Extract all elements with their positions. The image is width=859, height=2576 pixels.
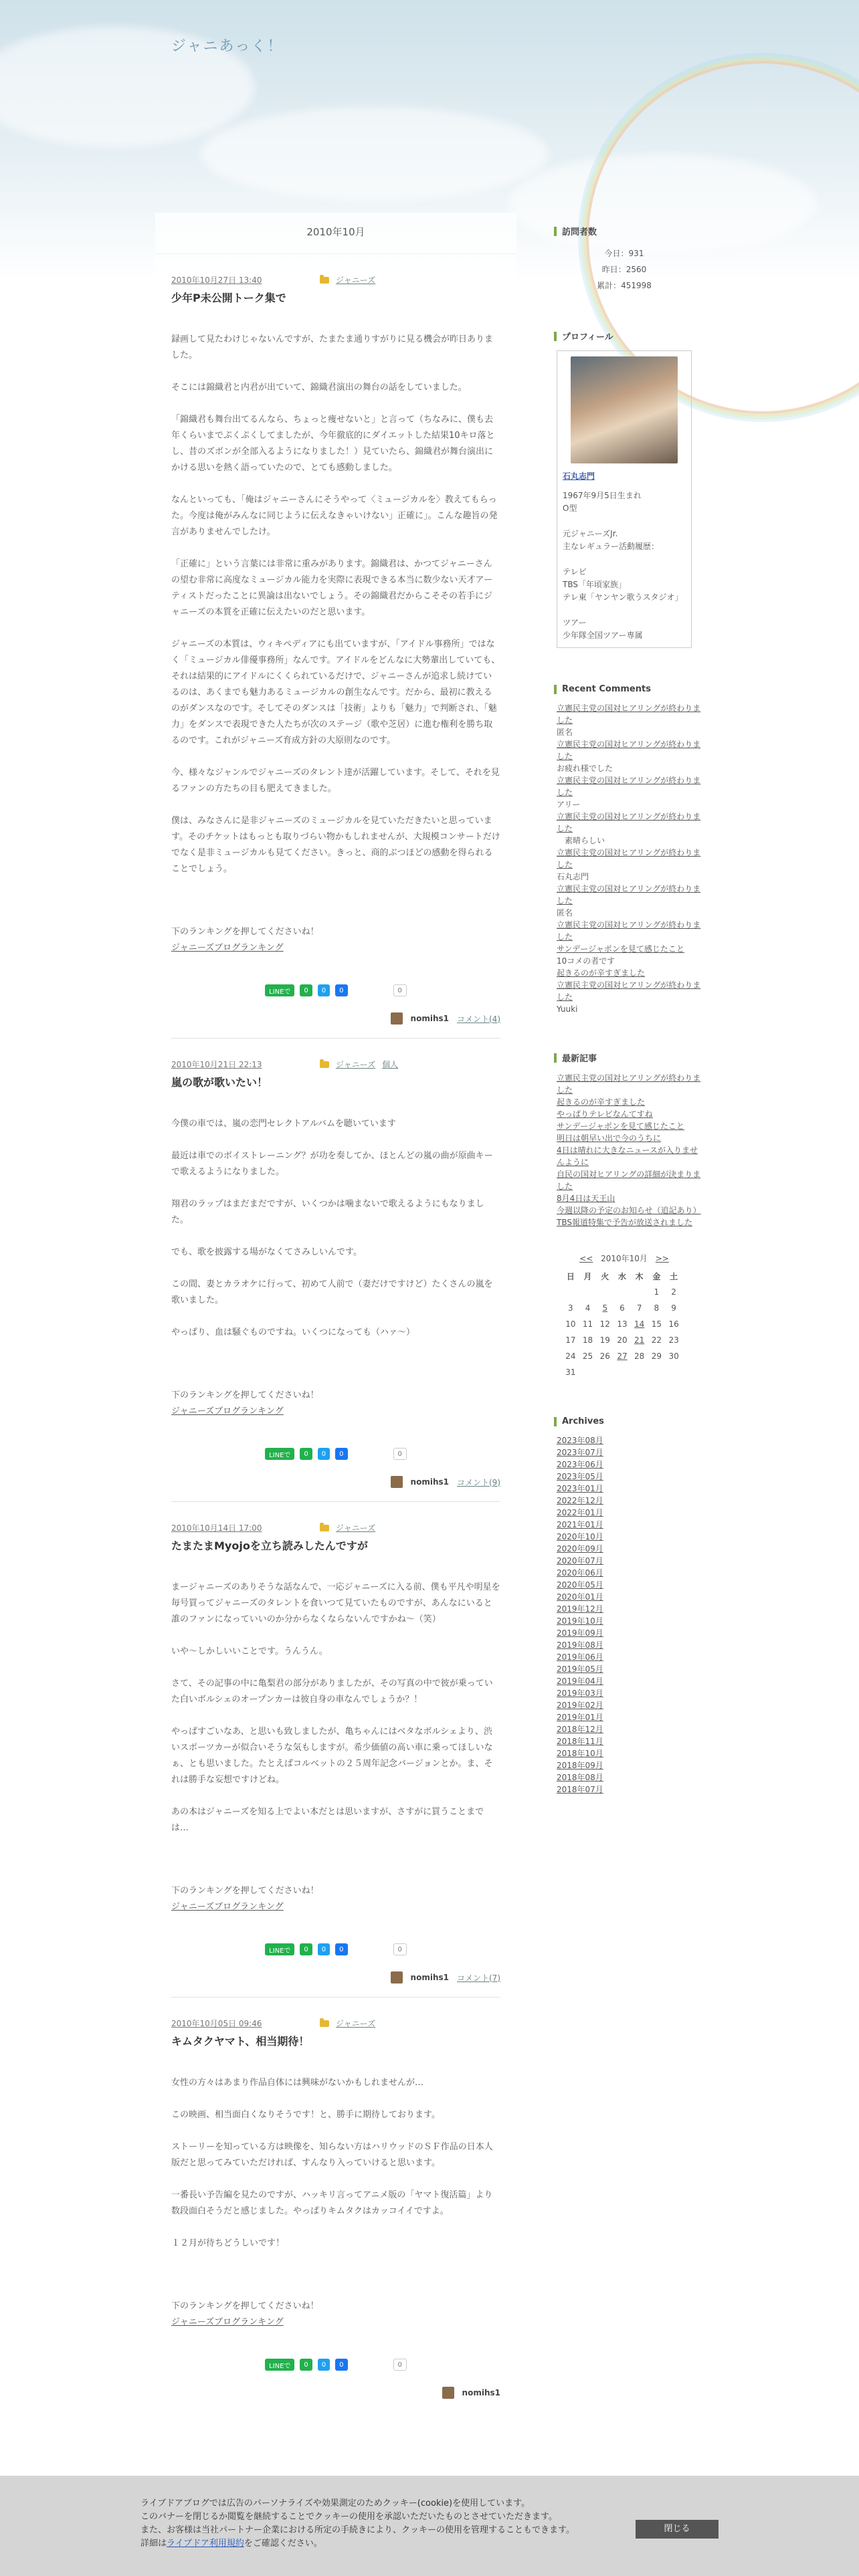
recent-comment-link[interactable]: 立憲民主党の国対ヒアリングが終わりました <box>557 920 701 942</box>
counter-yesterday: 昨日：2560 <box>601 265 647 274</box>
post-categories <box>320 1059 398 1070</box>
archive-link[interactable]: 2022年01月 <box>557 1508 603 1517</box>
facebook-share-button[interactable]: 0 <box>335 1943 347 1955</box>
post-paragraph: 僕は、みなさんに是非ジャニーズのミュージカルを見ていただきたいと思っています。そのチケットはもっとも取りづらい物かもしれませんが、大規模コンサートだけでなく是非ミュージカルも見てください。きっと、商的ぶつほどの感動を得られることでしょう。 <box>171 816 500 874</box>
calendar-week <box>562 1284 682 1300</box>
calendar-weekday: 水 <box>617 1271 626 1281</box>
archive-link[interactable]: 2023年07月 <box>557 1448 603 1457</box>
calendar-day: 22 <box>651 1335 662 1345</box>
widget-title: 訪問者数 <box>562 227 597 237</box>
calendar-day: 4 <box>585 1303 591 1313</box>
archive-link[interactable]: 2023年01月 <box>557 1484 603 1493</box>
line-count-button[interactable]: 0 <box>300 984 312 996</box>
archive-link[interactable]: 2019年12月 <box>557 1604 603 1614</box>
recent-comment-link[interactable]: 立憲民主党の国対ヒアリングが終わりました <box>557 740 701 761</box>
ranking-text: 下のランキングを押してくださいね！ <box>171 2301 319 2311</box>
category-link[interactable]: ジャニーズ <box>336 1060 376 1069</box>
post-date-link[interactable]: 2010年10月21日 22:13 <box>171 1060 262 1069</box>
calendar-day: 18 <box>582 1335 593 1345</box>
calendar-day: 23 <box>668 1335 679 1345</box>
post-body <box>171 2075 500 2252</box>
line-count-button[interactable]: 0 <box>300 1943 312 1955</box>
ranking-block <box>171 924 500 956</box>
post-body <box>171 332 500 877</box>
calendar-day: 10 <box>565 1319 576 1329</box>
widget-title: 最新記事 <box>562 1054 597 1064</box>
calendar-day: 15 <box>651 1319 662 1329</box>
post-list <box>155 254 516 2399</box>
category-link[interactable]: ジャニーズ <box>336 1523 376 1533</box>
post-footer <box>171 998 500 1025</box>
post-categories <box>320 2018 375 2029</box>
calendar-week <box>562 1300 682 1316</box>
ranking-text: 下のランキングを押してくださいね！ <box>171 1390 319 1400</box>
recent-posts-list <box>547 1072 701 1228</box>
post-footer <box>171 1957 500 1983</box>
calendar-day: 19 <box>599 1335 610 1345</box>
share-buttons <box>171 983 500 998</box>
line-share-button[interactable]: LINEで <box>265 984 294 996</box>
recent-post-link[interactable]: 8月4日は天王山 <box>557 1194 615 1203</box>
recent-comment-link[interactable]: サンデージャポンを見て感じたこと <box>557 944 684 954</box>
recent-post-link[interactable]: やっぱりテレビなんてすね <box>557 1109 653 1119</box>
line-count-button[interactable]: 0 <box>300 2359 312 2371</box>
post-paragraph: あの本はジャニーズを知る上でよい本だとは思いますが、さすがに買うことまでは… <box>171 1807 484 1833</box>
recent-comment-link[interactable]: 立憲民主党の国対ヒアリングが終わりました <box>557 980 701 1002</box>
bookmark-button[interactable]: 0 <box>393 1943 407 1955</box>
recent-post-link[interactable]: 立憲民主党の国対ヒアリングが終わりました <box>557 1073 701 1095</box>
calendar-day: 13 <box>617 1319 628 1329</box>
archive-link[interactable]: 2020年10月 <box>557 1532 603 1541</box>
calendar-day: 30 <box>668 1352 679 1361</box>
calendar-day <box>613 1364 631 1380</box>
archive-link[interactable]: 2019年04月 <box>557 1677 603 1686</box>
post-title[interactable]: 少年P未公開トーク集で <box>171 292 286 304</box>
main-column <box>155 213 516 2399</box>
archive-link[interactable]: 2019年09月 <box>557 1628 603 1638</box>
post-paragraph: やっぱり、血は騒ぐものですね。いくつになっても（ハァ〜） <box>171 1327 415 1337</box>
comments-link[interactable]: コメント(9) <box>457 1477 500 1487</box>
post-title[interactable]: 嵐の歌が歌いたい！ <box>171 1076 268 1089</box>
calendar-day: 28 <box>634 1352 645 1361</box>
recent-comment-author: 匿名 <box>557 728 573 737</box>
ranking-block <box>171 2298 500 2331</box>
calendar-table <box>562 1268 682 1380</box>
terms-link[interactable]: ライブドア利用規約 <box>167 2539 244 2549</box>
calendar-week <box>562 1348 682 1364</box>
archive-link[interactable]: 2020年05月 <box>557 1580 603 1590</box>
calendar-day: 3 <box>568 1303 573 1313</box>
recent-comment-author: 10コメの者です <box>557 956 615 966</box>
calendar-day: 17 <box>565 1335 576 1345</box>
calendar-weekday: 土 <box>670 1271 678 1281</box>
author-avatar-icon <box>391 1971 403 1983</box>
post-paragraph: そこには錦織君と内君が出ていて、錦織君演出の舞台の話をしていました。 <box>171 383 467 393</box>
calendar-day: 16 <box>668 1319 679 1329</box>
archive-link[interactable]: 2020年01月 <box>557 1592 603 1602</box>
cookie-line: また、お客様は当社パートナー企業における所定の手続きにより、クッキーの使用を管理することもできます。 <box>140 2525 575 2535</box>
archive-link[interactable]: 2019年06月 <box>557 1652 603 1662</box>
recent-comment-author: アリー <box>557 800 581 809</box>
post-paragraph: この映画、相当面白くなりそうです！と、勝手に期待しております。 <box>171 2110 440 2120</box>
cookie-line: このバナーを閉じるか閲覧を継続することでクッキーの使用を承認いただいたものとさせていただきます。 <box>140 2512 557 2522</box>
archives-widget <box>547 1404 701 1796</box>
post-paragraph: 女性の方々はあまり作品自体には興味がないかもしれませんが… <box>171 2078 424 2088</box>
author-avatar-icon <box>391 1476 403 1488</box>
post-author: nomihs1 <box>410 1014 449 1023</box>
category-link[interactable]: 個人 <box>382 1060 399 1069</box>
calendar-week <box>562 1332 682 1348</box>
calendar-day: 29 <box>651 1352 662 1361</box>
bookmark-button[interactable]: 0 <box>393 2359 407 2371</box>
recent-comment-link[interactable]: 立憲民主党の国対ヒアリングが終わりました <box>557 812 701 833</box>
bookmark-button[interactable]: 0 <box>393 1448 407 1460</box>
post-body <box>171 1580 500 1836</box>
calendar-weekday: 月 <box>583 1271 592 1281</box>
calendar-day: 25 <box>582 1352 593 1361</box>
profile-widget <box>547 318 701 648</box>
post-paragraph: まージャニーズのありそうな話なんで、一応ジャニーズに入る前、僕も平凡や明星を毎号買ってジャニーズのタレントを食いつて見ていたものですが、あんなにいると誰のファンになっていいのか分からなくならないんですかね〜（笑） <box>171 1582 500 1624</box>
recent-post-link[interactable]: 今週以降の予定のお知らせ（追記あり） <box>557 1206 701 1215</box>
archive-link[interactable]: 2023年05月 <box>557 1472 603 1481</box>
calendar-day[interactable]: 27 <box>617 1352 628 1361</box>
blog-post <box>155 1998 516 2399</box>
blog-post <box>155 1502 516 1998</box>
post-meta <box>171 1059 500 1070</box>
twitter-share-button[interactable]: 0 <box>318 1943 330 1955</box>
post-author: nomihs1 <box>410 1973 449 1982</box>
calendar-day[interactable]: 5 <box>602 1303 608 1313</box>
profile-box <box>557 350 692 648</box>
category-link[interactable]: ジャニーズ <box>336 276 376 285</box>
ranking-text: 下のランキングを押してくださいね！ <box>171 1886 319 1896</box>
calendar-week <box>562 1364 682 1380</box>
archive-link[interactable]: 2023年08月 <box>557 1436 603 1445</box>
facebook-share-button[interactable]: 0 <box>335 1448 347 1460</box>
calendar-day: 9 <box>671 1303 676 1313</box>
counter-widget <box>547 213 701 294</box>
calendar-day: 7 <box>636 1303 642 1313</box>
category-link[interactable]: ジャニーズ <box>336 2019 376 2028</box>
recent-post-link[interactable]: 起きるのが辛すぎました <box>557 1097 646 1107</box>
post-paragraph: 一番長い予告編を見たのですが、ハッキリ言ってアニメ版の「ヤマト復活篇」より数段面白そうだと感じました。やっぱりキムタクはカッコイイですよ。 <box>171 2190 493 2216</box>
archive-link[interactable]: 2018年11月 <box>557 1737 603 1746</box>
ranking-link[interactable]: ジャニーズブログランキング <box>171 943 284 953</box>
share-buttons <box>171 2357 500 2372</box>
profile-photo[interactable] <box>571 356 678 463</box>
calendar-day <box>596 1364 613 1380</box>
calendar-day: 6 <box>619 1303 625 1313</box>
line-share-button[interactable]: LINEで <box>265 2359 294 2371</box>
calendar-day[interactable]: 21 <box>634 1335 645 1345</box>
archives-list <box>547 1434 701 1796</box>
calendar-weekday: 日 <box>566 1271 575 1281</box>
calendar-week <box>562 1316 682 1332</box>
archive-link[interactable]: 2022年12月 <box>557 1496 603 1505</box>
cookie-line: ライブドアブログでは広告のパーソナライズや効果測定のためクッキー(cookie)を使用しています。 <box>140 2498 531 2508</box>
calendar-day <box>562 1284 579 1300</box>
calendar-day: 20 <box>617 1335 628 1345</box>
archive-link[interactable]: 2019年01月 <box>557 1713 603 1722</box>
cookie-line: をご確認ください。 <box>244 2539 322 2549</box>
recent-comment-author: Yuuki <box>557 1004 578 1014</box>
post-paragraph: この間、妻とカラオケに行って、初めて人前で（妻だけですけど）たくさんの嵐を歌いました。 <box>171 1279 493 1305</box>
calendar-day: 2 <box>671 1287 676 1297</box>
author-avatar-icon <box>391 1012 403 1025</box>
archive-link[interactable]: 2020年07月 <box>557 1556 603 1566</box>
twitter-share-button[interactable]: 0 <box>318 984 330 996</box>
ranking-block <box>171 1883 500 1915</box>
month-heading: 2010年10月 <box>155 213 516 254</box>
calendar-weekday: 火 <box>601 1271 609 1281</box>
post-categories <box>320 1522 375 1533</box>
recent-comment-link[interactable]: 起きるのが辛すぎました <box>557 968 646 978</box>
comments-link[interactable]: コメント(4) <box>457 1014 500 1024</box>
counter-today: 今日：931 <box>604 249 644 258</box>
post-paragraph: 「正確に」という言葉には非常に重みがあります。錦織君は、かつてジャニーさんの望む非常に高度なミュージカル能力を実際に表現できる本当に数少ない天才アーティストだったことに異論は出ないでしょう。その錦織君だからこそその若手にジャニーズの本質を正確に伝えたいのだと思います。 <box>171 559 493 617</box>
calendar-day <box>631 1284 648 1300</box>
recent-comment-link[interactable]: 立憲民主党の国対ヒアリングが終わりました <box>557 848 701 869</box>
calendar-day <box>596 1284 613 1300</box>
recent-comments-list <box>547 702 701 1015</box>
bookmark-button[interactable]: 0 <box>393 984 407 996</box>
post-author: nomihs1 <box>410 1477 449 1487</box>
archive-link[interactable]: 2018年09月 <box>557 1761 603 1770</box>
post-meta <box>171 1522 500 1533</box>
archive-link[interactable]: 2019年02月 <box>557 1701 603 1710</box>
post-author: nomihs1 <box>462 2388 500 2397</box>
facebook-share-button[interactable]: 0 <box>335 2359 347 2371</box>
post-paragraph: なんといっても、「俺はジャニーさんにそうやって〈ミュージカルを〉教えてもらった。今度は俺がみんなに同じように伝えなきゃいけない」正確に」。こんな趣旨の発言がありませんでしたけ。 <box>171 495 498 537</box>
widget-title: プロフィール <box>562 332 613 342</box>
post-paragraph: やっぱすごいなあ、と思いも致しましたが、亀ちゃんにはベタなボルシェより、渋いスポーツカーが似合いそうな気もしますが。希少価値の高い車に乗ってほしいなぁ、とも思いました。たとえばコルベットの２５周年記念バージョンとか。ま、それは勝手な妄想ですけどね。 <box>171 1727 493 1785</box>
archive-link[interactable]: 2019年08月 <box>557 1640 603 1650</box>
post-title[interactable]: たまたまMyojoを立ち読みしたんですが <box>171 1539 368 1552</box>
post-paragraph: 今、様々なジャンルでジャニーズのタレント達が活躍しています。そして、それを見るファンの方たちの目も肥えてきました。 <box>171 768 500 794</box>
counter-total: 累計：451998 <box>597 281 652 290</box>
calendar-day[interactable]: 14 <box>634 1319 645 1329</box>
post-paragraph: １２月が待ちどうしいです！ <box>171 2238 285 2248</box>
profile-name-link[interactable]: 石丸志門 <box>563 471 595 481</box>
calendar-day <box>579 1364 597 1380</box>
recent-post-link[interactable]: TBS報道特集で予告が放送されました <box>557 1218 692 1227</box>
calendar-day: 1 <box>654 1287 660 1297</box>
calendar-next-link[interactable]: >> <box>655 1254 669 1263</box>
folder-icon <box>320 2020 329 2027</box>
calendar-widget <box>547 1253 701 1380</box>
post-paragraph: 最近は車でのボイストレーニング？が功を奏してか、ほとんどの嵐の曲が原曲キーで歌えるようになりました。 <box>171 1151 493 1177</box>
widget-title: Archives <box>562 1416 604 1426</box>
calendar-day: 12 <box>599 1319 610 1329</box>
recent-posts-widget <box>547 1039 701 1228</box>
archive-link[interactable]: 2023年06月 <box>557 1460 603 1469</box>
recent-comment-author: 素晴らしい <box>557 836 605 845</box>
recent-comment-link[interactable]: 立憲民主党の国対ヒアリングが終わりました <box>557 884 701 905</box>
post-paragraph: ジャニーズの本質は、ウィキペディアにも出ていますが、「アイドル事務所」ではなく「ミュージカル俳優事務所」なんです。アイドルをどんなに大勢輩出していても、それは結果的にアイドルにくくられているだけで、ジャニーさんが追求し続けているのは、あくまでも魅力あるミュージカルの創生なんです。だから、最初に教えるのがダンスなのです。そしてそのダンスは「技術」よりも「魅力」で判断され、「魅力」をダンスで表現できた人たちが次のステージ（歌や芝居）に進む権利を勝ち取るのです。これがジャニーズ育成方針の大原則なのです。 <box>171 639 500 746</box>
recent-comment-author: 石丸志門 <box>557 872 589 881</box>
recent-post-link[interactable]: サンデージャポンを見て感じたこと <box>557 1121 684 1131</box>
recent-comment-link[interactable]: 立憲民主党の国対ヒアリングが終わりました <box>557 704 701 725</box>
site-title[interactable]: ジャニあっく！ <box>171 38 284 55</box>
share-buttons <box>171 1942 500 1957</box>
post-footer <box>171 2372 500 2399</box>
calendar-weekday: 木 <box>635 1271 644 1281</box>
archive-link[interactable]: 2019年05月 <box>557 1665 603 1674</box>
recent-post-link[interactable]: 明日は朝早い出で今のうちに <box>557 1134 662 1143</box>
ranking-block <box>171 1388 500 1420</box>
line-share-button[interactable]: LINEで <box>265 1943 294 1955</box>
recent-comments-widget <box>547 672 701 1015</box>
archive-link[interactable]: 2019年10月 <box>557 1616 603 1626</box>
archive-link[interactable]: 2018年10月 <box>557 1749 603 1758</box>
calendar-month: 2010年10月 <box>601 1254 648 1263</box>
post-date-link[interactable]: 2010年10月05日 09:46 <box>171 2019 262 2028</box>
post-meta <box>171 2018 500 2029</box>
archive-link[interactable]: 2020年09月 <box>557 1544 603 1553</box>
cookie-banner <box>0 2476 859 2576</box>
calendar-day <box>613 1284 631 1300</box>
archive-link[interactable]: 2018年08月 <box>557 1773 603 1782</box>
line-count-button[interactable]: 0 <box>300 1448 312 1460</box>
twitter-share-button[interactable]: 0 <box>318 2359 330 2371</box>
recent-comment-author: お疲れ様でした <box>557 764 613 773</box>
archive-link[interactable]: 2020年06月 <box>557 1568 603 1578</box>
ranking-link[interactable]: ジャニーズブログランキング <box>171 1406 284 1416</box>
post-paragraph: 「錦織君も舞台出てるんなら、ちょっと痩せないと」と言って（ちなみに、僕も去年くらいまでぷくぷくしてましたが、今年徹底的にダイエットした結果10キロ落とし、昔のズボンが全部入るようになりました！）見ていたら、錦織君が舞台演出にかける思いを熱く語っていたので、とても感動しました。 <box>171 415 495 473</box>
sidebar <box>547 213 701 1820</box>
calendar-day <box>665 1364 682 1380</box>
calendar-day <box>631 1364 648 1380</box>
blog-post <box>155 254 516 1039</box>
ranking-text: 下のランキングを押してくださいね！ <box>171 927 319 937</box>
comments-link[interactable]: コメント(7) <box>457 1973 500 1983</box>
blog-post <box>155 1039 516 1502</box>
cookie-line: 詳細は <box>140 2539 167 2549</box>
post-paragraph: 翔君のラップはまだまだですが、いくつかは噛まないで歌えるようにもなりました。 <box>171 1199 484 1225</box>
twitter-share-button[interactable]: 0 <box>318 1448 330 1460</box>
post-title[interactable]: キムタクヤマト、相当期待！ <box>171 2035 310 2048</box>
post-categories <box>320 274 375 286</box>
cookie-text <box>140 2497 575 2551</box>
post-body <box>171 1116 500 1341</box>
post-paragraph: いや〜しかしいいことです。うんうん。 <box>171 1646 328 1656</box>
post-date-link[interactable]: 2010年10月27日 13:40 <box>171 276 262 285</box>
post-paragraph: さて、その記事の中に亀梨君の部分がありましたが、その写真の中で彼が乗っていた白いボルシェのオープンカーは彼自身の車なんでしょうか？！ <box>171 1679 493 1705</box>
calendar-day: 8 <box>654 1303 660 1313</box>
archive-link[interactable]: 2018年12月 <box>557 1725 603 1734</box>
calendar-day: 11 <box>582 1319 593 1329</box>
facebook-share-button[interactable]: 0 <box>335 984 347 996</box>
folder-icon <box>320 277 329 284</box>
calendar-day <box>579 1284 597 1300</box>
share-buttons <box>171 1446 500 1461</box>
recent-post-link[interactable]: 自民の国対ヒアリングの詳細が決まりました <box>557 1170 701 1191</box>
calendar-day: 24 <box>565 1352 576 1361</box>
folder-icon <box>320 1525 329 1531</box>
line-share-button[interactable]: LINEで <box>265 1448 294 1460</box>
calendar-day: 26 <box>599 1352 610 1361</box>
post-paragraph: でも、歌を披露する場がなくてさみしいんです。 <box>171 1247 362 1257</box>
profile-text: 1967年9月5日生まれ O型 元ジャニーズJr. 主なレギュラー活動履歴： テレビ TBS「年頃家族」 テレ東「ヤンヤン歌うスタジオ」 ツアー 少年隊全国ツアー専属 <box>563 491 683 640</box>
folder-icon <box>320 1061 329 1068</box>
post-paragraph: 今僕の車では、嵐の恋門セレクトアルバムを聴いています <box>171 1119 396 1129</box>
author-avatar-icon <box>442 2387 454 2399</box>
recent-comment-link[interactable]: 立憲民主党の国対ヒアリングが終わりました <box>557 776 701 797</box>
post-footer <box>171 1461 500 1488</box>
ranking-link[interactable]: ジャニーズブログランキング <box>171 1902 284 1912</box>
archive-link[interactable]: 2019年03月 <box>557 1689 603 1698</box>
archive-link[interactable]: 2021年01月 <box>557 1520 603 1529</box>
calendar-prev-link[interactable]: << <box>579 1254 593 1263</box>
calendar-day: 31 <box>565 1368 576 1377</box>
post-paragraph: ストーリーを知っている方は映像を、知らない方はハリウッドのＳＦ作品の日本人版だと思ってみていただければ、すんなり入っていけると思います。 <box>171 2142 493 2168</box>
post-paragraph: 録画して見たわけじゃないんですが、たまたま通りすがりに見る機会が昨日ありました。 <box>171 334 494 360</box>
calendar-day <box>648 1364 666 1380</box>
post-date-link[interactable]: 2010年10月14日 17:00 <box>171 1523 262 1533</box>
recent-post-link[interactable]: 4日は晴れに大きなニュースが入りませんように <box>557 1146 698 1167</box>
widget-title: Recent Comments <box>562 684 651 694</box>
archive-link[interactable]: 2018年07月 <box>557 1785 603 1794</box>
recent-comment-author: 匿名 <box>557 908 573 918</box>
post-meta <box>171 274 500 286</box>
cookie-close-button[interactable]: 閉じる <box>636 2520 719 2539</box>
ranking-link[interactable]: ジャニーズブログランキング <box>171 2317 284 2327</box>
calendar-weekday: 金 <box>652 1271 661 1281</box>
